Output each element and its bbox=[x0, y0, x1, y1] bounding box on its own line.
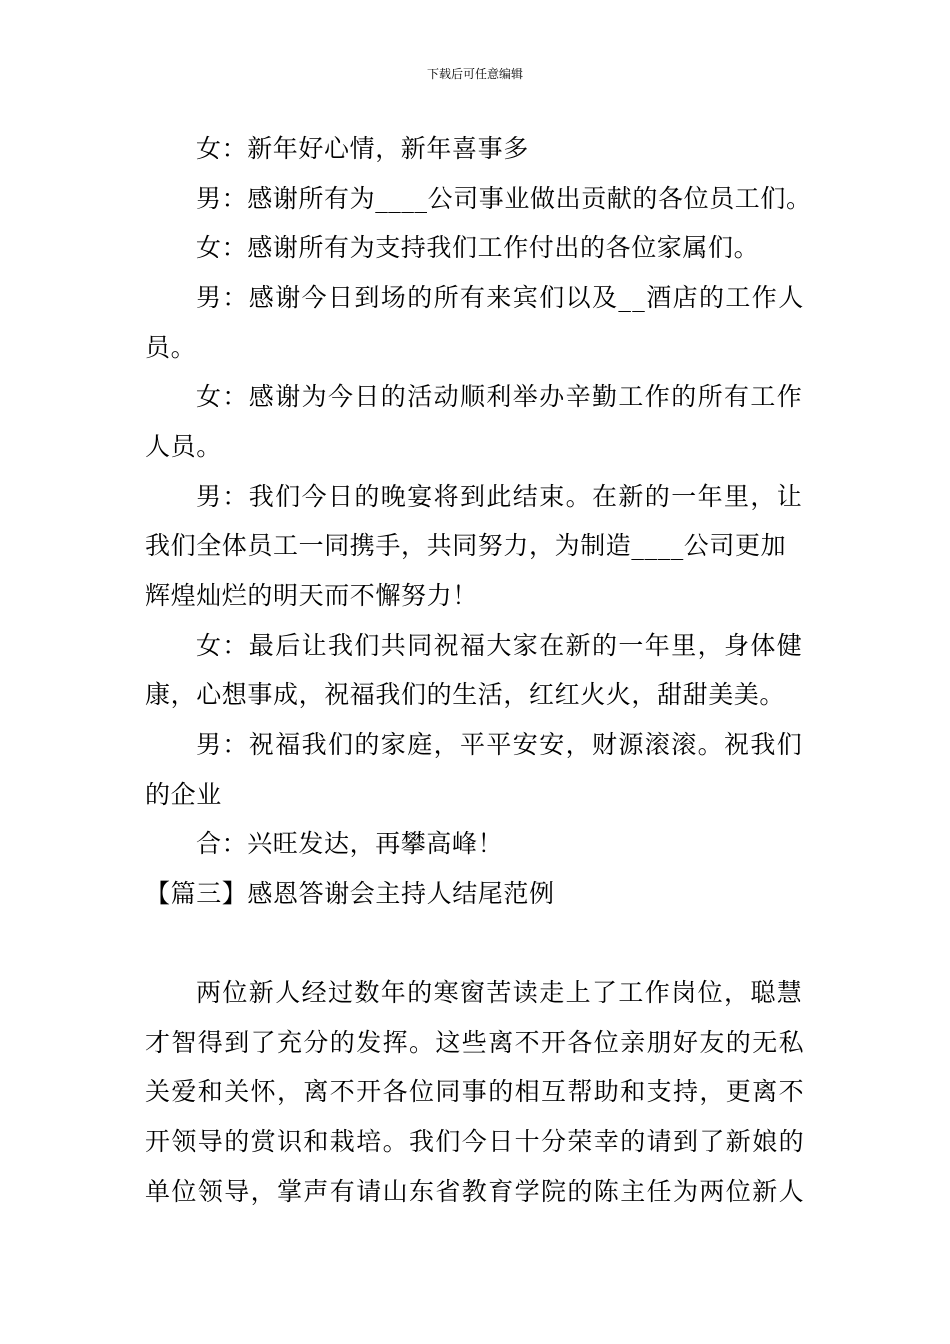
dialogue-line: 男：感谢今日到场的所有来宾们以及__酒店的工作人 bbox=[196, 283, 805, 312]
dialogue-line: 女：新年好心情，新年喜事多 bbox=[196, 134, 529, 163]
dialogue-line-continued: 我们全体员工一同携手，共同努力，为制造____公司更加 bbox=[145, 531, 787, 560]
dialogue-line: 女：感谢所有为支持我们工作付出的各位家属们。 bbox=[196, 233, 760, 262]
dialogue-line-continued: 辉煌灿烂的明天而不懈努力！ bbox=[145, 581, 478, 610]
dialogue-line: 女：感谢为今日的活动顺利举办辛勤工作的所有工作 bbox=[196, 382, 804, 411]
dialogue-line: 男：祝福我们的家庭，平平安安，财源滚滚。祝我们 bbox=[196, 730, 804, 759]
dialogue-line: 女：最后让我们共同祝福大家在新的一年里，身体健 bbox=[196, 631, 804, 660]
paragraph-line: 两位新人经过数年的寒窗苦读走上了工作岗位，聪慧 bbox=[196, 978, 804, 1007]
dialogue-line-continued: 员。 bbox=[145, 333, 197, 362]
dialogue-line: 合：兴旺发达，再攀高峰！ bbox=[196, 829, 504, 858]
paragraph-line: 关爱和关怀，离不开各位同事的相互帮助和支持，更离不 bbox=[145, 1077, 806, 1106]
dialogue-line: 男：我们今日的晚宴将到此结束。在新的一年里，让 bbox=[196, 482, 804, 511]
paragraph-line: 单位领导，掌声有请山东省教育学院的陈主任为两位新人 bbox=[145, 1177, 806, 1206]
dialogue-line-continued: 康，心想事成，祝福我们的生活，红红火火，甜甜美美。 bbox=[145, 680, 786, 709]
paragraph-line: 才智得到了充分的发挥。这些离不开各位亲朋好友的无私 bbox=[145, 1028, 806, 1057]
dialogue-line-continued: 人员。 bbox=[145, 432, 222, 461]
dialogue-line: 男：感谢所有为____公司事业做出贡献的各位员工们。 bbox=[196, 184, 812, 213]
dialogue-line-continued: 的企业 bbox=[145, 780, 222, 809]
section-heading: 【篇三】感恩答谢会主持人结尾范例 bbox=[145, 879, 555, 908]
paragraph-line: 开领导的赏识和栽培。我们今日十分荣幸的请到了新娘的 bbox=[145, 1127, 806, 1156]
header-note: 下载后可任意编辑 bbox=[426, 67, 523, 81]
